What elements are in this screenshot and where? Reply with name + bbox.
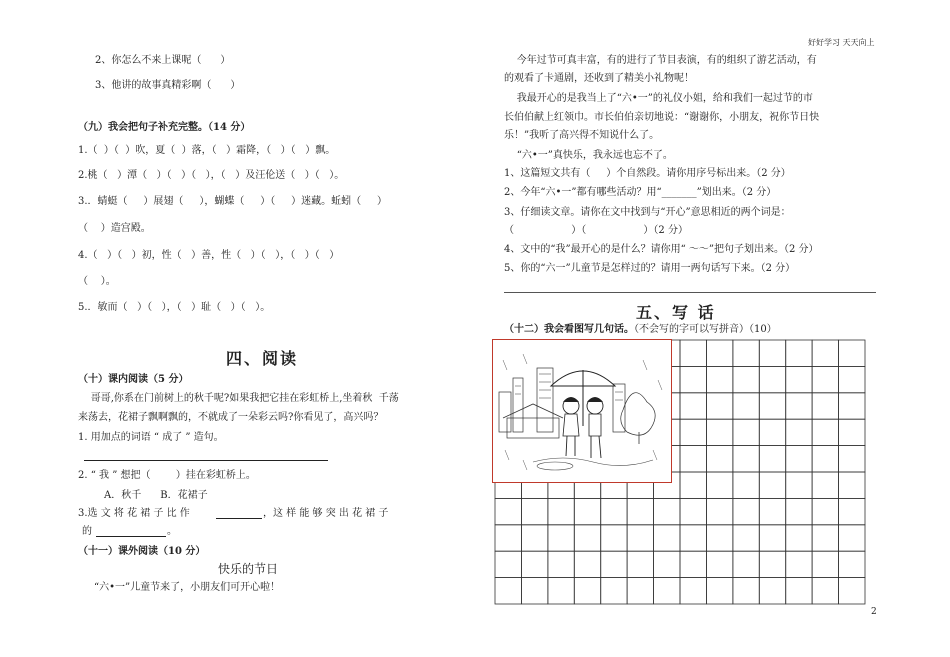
s9-line-4: 4.（ ）（ ）初，性（ ）善，性（ ）（ ），（ ）（ ） xyxy=(78,250,340,261)
writing-heading: 五、写 话 xyxy=(636,303,716,322)
grid-cell[interactable] xyxy=(601,498,627,524)
grid-cell[interactable] xyxy=(495,525,521,551)
grid-cell[interactable] xyxy=(680,340,706,366)
s9-line-2: 2.桃（ ）潭（ ）（ ）（ ），（ ）及汪伦送（ ）（ ）。 xyxy=(78,170,345,181)
grid-cell[interactable] xyxy=(786,419,812,445)
grid-cell[interactable] xyxy=(627,578,653,604)
grid-cell[interactable] xyxy=(733,393,759,419)
section12-note: （不会写的字可以写拼音）（10） xyxy=(634,324,777,335)
grid-cell[interactable] xyxy=(812,446,838,472)
question-r4: 4、文中的“我”最开心的是什么？请你用“ ～～”把句子划出来。（2 分） xyxy=(504,244,819,255)
s9-line-3: 3.．蜻蜓（ ）展翅（ ），蝴蝶（ ）（ ）迷藏。蚯蚓（ ） xyxy=(78,196,388,207)
grid-cell[interactable] xyxy=(786,498,812,524)
grid-cell[interactable] xyxy=(839,551,865,577)
story-line-6: “六•一”真快乐，我永远也忘不了。 xyxy=(504,150,673,161)
grid-cell[interactable] xyxy=(680,578,706,604)
grid-cell[interactable] xyxy=(733,366,759,392)
grid-cell[interactable] xyxy=(759,551,785,577)
question-r3: 3、仔细读文章。请你在文中找到与“开心”意思相近的两个词是： xyxy=(504,207,791,218)
grid-cell[interactable] xyxy=(574,525,600,551)
grid-cell[interactable] xyxy=(759,498,785,524)
question-3-part-b: ，这 样 能 够 突 出 花 裙 子 xyxy=(263,508,389,519)
question-r5: 5、你的“六一”儿童节是怎样过的？请用一两句话写下来。（2 分） xyxy=(504,263,796,274)
question-3-part-c: 的 xyxy=(82,526,92,537)
s9-line-1: 1.（ ）（ ）吹，夏（ ）落，（ ）霜降，（ ）（ ）飘。 xyxy=(78,145,336,156)
story-line-4: 长伯伯献上红领巾。市长伯伯亲切地说：“谢谢你，小朋友，祝你节日快 xyxy=(504,112,820,123)
grid-cell[interactable] xyxy=(706,393,732,419)
grid-cell[interactable] xyxy=(495,498,521,524)
grid-cell[interactable] xyxy=(733,446,759,472)
grid-cell[interactable] xyxy=(812,366,838,392)
grid-cell[interactable] xyxy=(733,472,759,498)
question-3-blank-2[interactable] xyxy=(96,536,166,537)
grid-cell[interactable] xyxy=(839,498,865,524)
grid-cell[interactable] xyxy=(786,340,812,366)
grid-cell[interactable] xyxy=(812,340,838,366)
grid-cell[interactable] xyxy=(574,551,600,577)
grid-cell[interactable] xyxy=(759,472,785,498)
grid-cell[interactable] xyxy=(759,340,785,366)
grid-cell[interactable] xyxy=(839,578,865,604)
grid-cell[interactable] xyxy=(786,366,812,392)
grid-cell[interactable] xyxy=(786,472,812,498)
grid-cell[interactable] xyxy=(521,551,547,577)
question-3-blank-1[interactable] xyxy=(216,518,262,519)
grid-cell[interactable] xyxy=(706,525,732,551)
grid-cell[interactable] xyxy=(812,419,838,445)
question-2: 2. “ 我 ” 想把（ ）挂在彩虹桥上。 xyxy=(78,470,256,481)
grid-cell[interactable] xyxy=(733,340,759,366)
grid-cell[interactable] xyxy=(839,393,865,419)
question-r2: 2、今年“六•一”都有哪些活动？用“_______”划出来。（2 分） xyxy=(504,187,777,198)
grid-cell[interactable] xyxy=(680,366,706,392)
question-3-part-d: 。 xyxy=(167,526,177,537)
grid-cell[interactable] xyxy=(786,446,812,472)
s9-line-5: 5.．敏而（ ）（ ），（ ）耻（ ）（ ）。 xyxy=(78,302,271,313)
grid-cell[interactable] xyxy=(548,551,574,577)
grid-cell[interactable] xyxy=(759,446,785,472)
section12-title-row xyxy=(504,324,777,336)
s9-line-4b: （ ）。 xyxy=(78,276,116,287)
section9-title: （九）我会把句子补充完整。（14 分） xyxy=(78,122,251,133)
grid-cell[interactable] xyxy=(812,578,838,604)
section12-title: （十二）我会看图写几句话。 xyxy=(504,324,634,335)
grid-cell[interactable] xyxy=(812,498,838,524)
grid-cell[interactable] xyxy=(786,551,812,577)
item-2: 2、你怎么不来上课呢（ ） xyxy=(95,55,231,66)
grid-cell[interactable] xyxy=(548,525,574,551)
grid-cell[interactable] xyxy=(786,393,812,419)
grid-cell[interactable] xyxy=(654,525,680,551)
divider xyxy=(504,292,876,293)
grid-cell[interactable] xyxy=(521,498,547,524)
grid-cell[interactable] xyxy=(654,578,680,604)
grid-cell[interactable] xyxy=(733,498,759,524)
grid-cell[interactable] xyxy=(812,525,838,551)
grid-cell[interactable] xyxy=(733,578,759,604)
grid-cell[interactable] xyxy=(812,551,838,577)
answer-line[interactable] xyxy=(84,460,328,461)
question-1: 1. 用加点的词语 “ 成了 ” 造句。 xyxy=(78,432,224,443)
grid-cell[interactable] xyxy=(495,551,521,577)
story-line-3: 我最开心的是我当上了“六•一”的礼仪小姐，给和我们一起过节的市 xyxy=(504,93,813,104)
grid-cell[interactable] xyxy=(574,498,600,524)
grid-cell[interactable] xyxy=(548,498,574,524)
grid-cell[interactable] xyxy=(574,578,600,604)
grid-cell[interactable] xyxy=(548,578,574,604)
grid-cell[interactable] xyxy=(706,419,732,445)
grid-cell[interactable] xyxy=(601,551,627,577)
illustration-drawing xyxy=(493,340,670,481)
grid-cell[interactable] xyxy=(786,525,812,551)
grid-cell[interactable] xyxy=(680,472,706,498)
question-3-part-a: 3.选 文 将 花 裙 子 比 作 xyxy=(78,508,190,519)
illustration-children-umbrella xyxy=(492,339,672,483)
grid-cell[interactable] xyxy=(680,393,706,419)
grid-cell[interactable] xyxy=(839,366,865,392)
grid-cell[interactable] xyxy=(759,578,785,604)
section10-title: （十）课内阅读（5 分） xyxy=(78,374,189,385)
grid-cell[interactable] xyxy=(627,498,653,524)
grid-cell[interactable] xyxy=(521,578,547,604)
story-first-line: “六•一”儿童节来了，小朋友们可开心啦！ xyxy=(94,582,281,593)
grid-cell[interactable] xyxy=(706,340,732,366)
question-r3-answer: （ ）（ ）（2 分） xyxy=(504,225,688,236)
grid-cell[interactable] xyxy=(680,498,706,524)
story-line-2: 的观看了卡通剧，还收到了精美小礼物呢！ xyxy=(504,73,694,84)
grid-cell[interactable] xyxy=(812,472,838,498)
section11-title: （十一）课外阅读（10 分） xyxy=(78,546,206,557)
question-2-options: A．秋千 B．花裙子 xyxy=(104,490,208,501)
story-title: 快乐的节日 xyxy=(218,562,279,576)
grid-cell[interactable] xyxy=(627,551,653,577)
grid-cell[interactable] xyxy=(521,525,547,551)
passage-line-2: 来荡去，花裙子飘啊飘的，不就成了一朵彩云吗?你看见了，高兴吗？ xyxy=(78,412,384,423)
grid-cell[interactable] xyxy=(680,446,706,472)
grid-cell[interactable] xyxy=(706,472,732,498)
grid-cell[interactable] xyxy=(759,393,785,419)
grid-cell[interactable] xyxy=(839,419,865,445)
grid-cell[interactable] xyxy=(839,446,865,472)
grid-cell[interactable] xyxy=(733,525,759,551)
grid-cell[interactable] xyxy=(839,472,865,498)
grid-cell[interactable] xyxy=(654,498,680,524)
grid-cell[interactable] xyxy=(627,525,653,551)
grid-cell[interactable] xyxy=(601,525,627,551)
grid-cell[interactable] xyxy=(733,419,759,445)
header-motto: 好好学习 天天向上 xyxy=(808,38,875,47)
item-3: 3、他讲的故事真精彩啊（ ） xyxy=(95,80,241,91)
grid-cell[interactable] xyxy=(680,551,706,577)
grid-cell[interactable] xyxy=(706,366,732,392)
grid-cell[interactable] xyxy=(706,498,732,524)
grid-cell[interactable] xyxy=(733,551,759,577)
grid-cell[interactable] xyxy=(495,578,521,604)
story-line-5: 乐！”我听了高兴得不知说什么了。 xyxy=(504,130,660,141)
grid-cell[interactable] xyxy=(706,551,732,577)
question-r1: 1、这篇短文共有（ ）个自然段。请你用序号标出来。（2 分） xyxy=(504,168,791,179)
grid-cell[interactable] xyxy=(654,551,680,577)
grid-cell[interactable] xyxy=(759,419,785,445)
grid-cell[interactable] xyxy=(706,446,732,472)
reading-heading: 四、阅读 xyxy=(226,349,299,368)
grid-cell[interactable] xyxy=(839,525,865,551)
page-number: 2 xyxy=(871,607,877,617)
s9-line-3b: （ ）造宫殿。 xyxy=(78,223,151,234)
grid-cell[interactable] xyxy=(839,340,865,366)
grid-cell[interactable] xyxy=(680,525,706,551)
grid-cell[interactable] xyxy=(601,578,627,604)
grid-cell[interactable] xyxy=(786,578,812,604)
story-line-1: 今年过节可真丰富，有的进行了节目表演，有的组织了游艺活动，有 xyxy=(504,55,817,66)
grid-cell[interactable] xyxy=(680,419,706,445)
grid-cell[interactable] xyxy=(759,525,785,551)
grid-cell[interactable] xyxy=(759,366,785,392)
grid-cell[interactable] xyxy=(706,578,732,604)
passage-line-1: 哥哥,你系在门前树上的秋千呢?如果我把它挂在彩虹桥上,坐着秋 千荡 xyxy=(78,393,399,404)
grid-cell[interactable] xyxy=(812,393,838,419)
